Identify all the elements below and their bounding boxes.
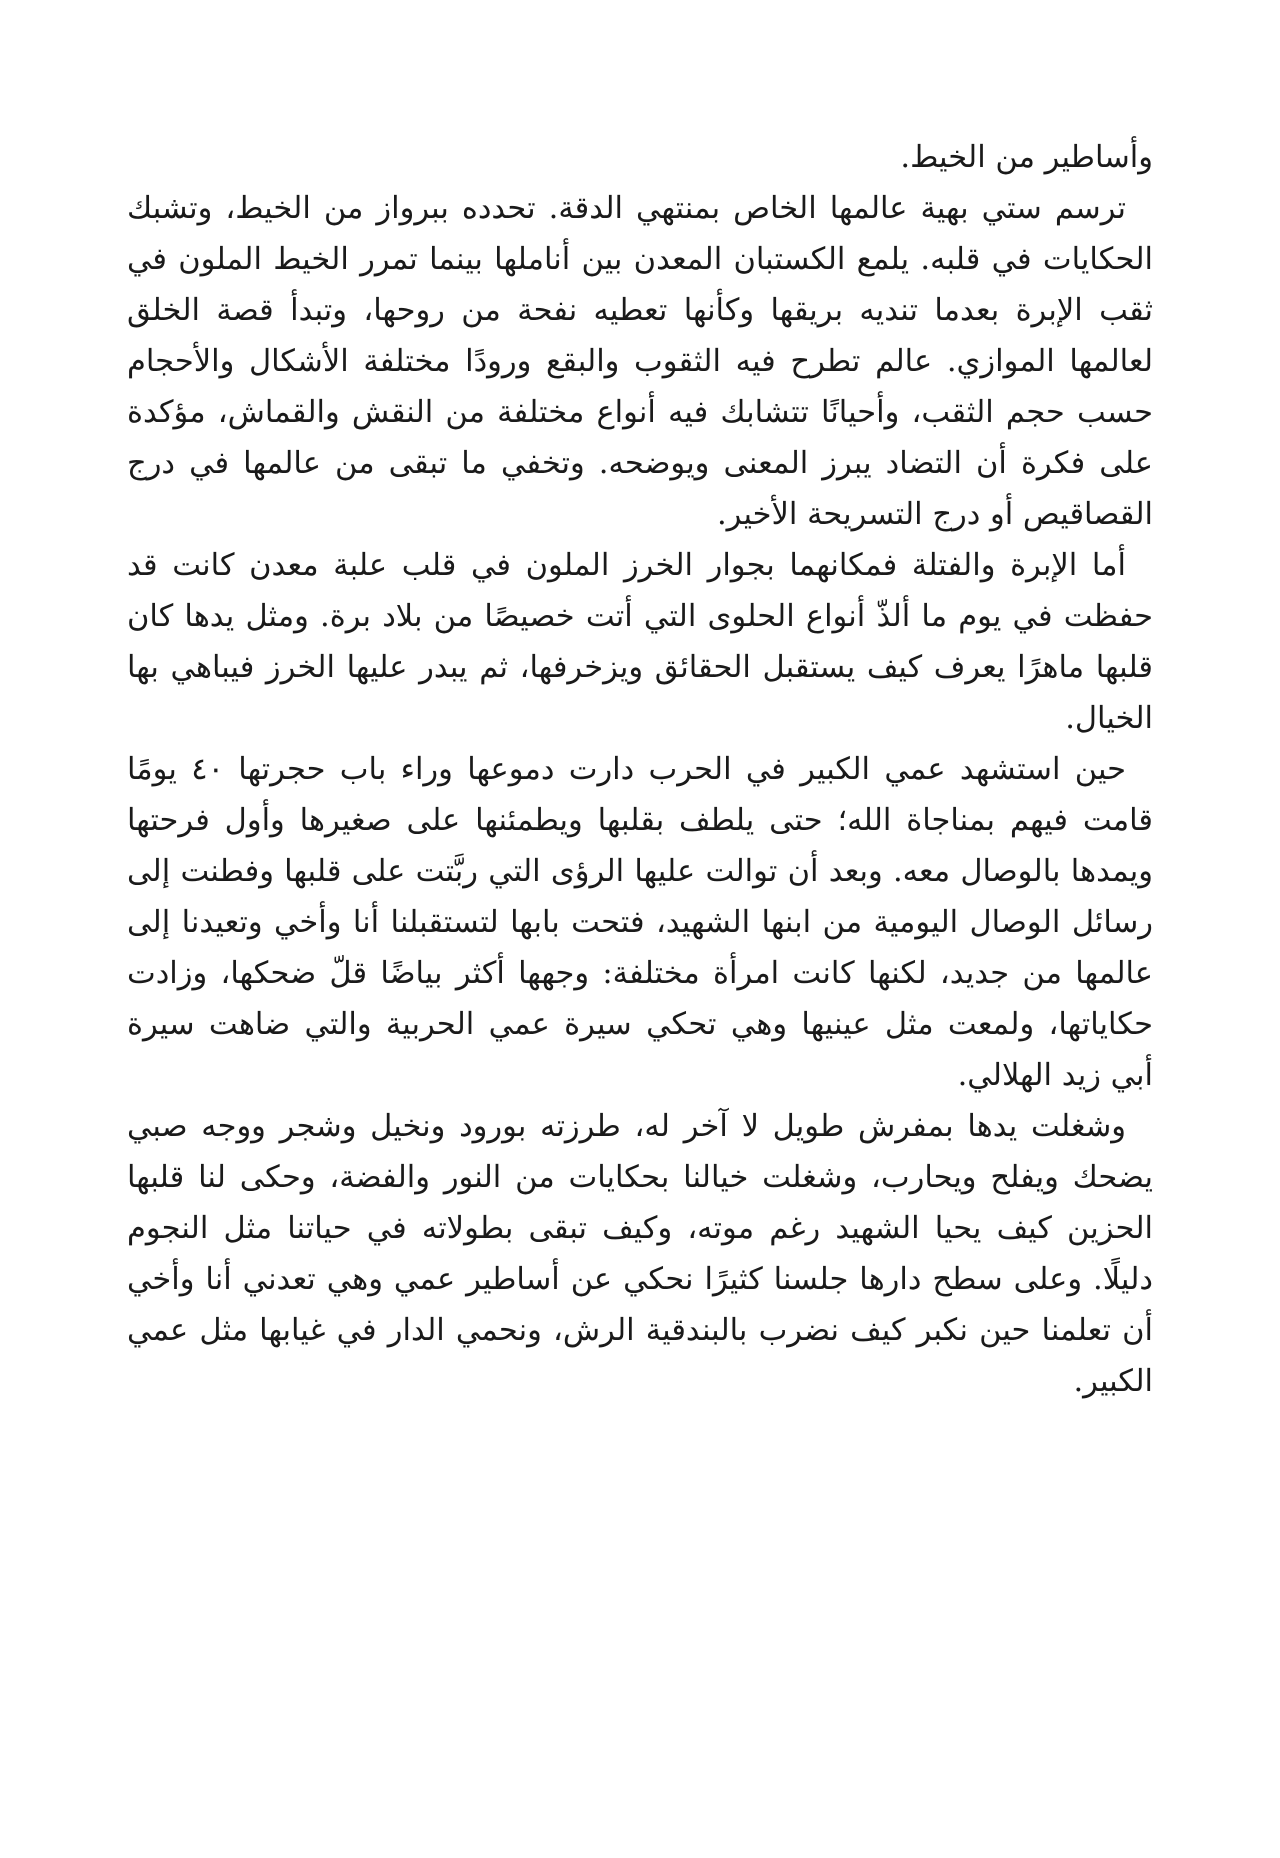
body-text (127, 132, 1153, 1407)
paragraph: ترسم ستي بهية عالمها الخاص بمنتهي الدقة. تحدده ببرواز من الخيط، وتشبك الحكايات في قلبه. يلمع الكستبان المعدن بين أناملها بينما تمرر الخيط الملون في ثقب الإبرة بعدما تنديه بريقها وكأنها تعطيه نفحة من روحها، وتبدأ قصة الخلق لعالمها الموازي. عالم تطرح فيه الثقوب والبقع ورودًا مختلفة الأشكال والأحجام حسب حجم الثقب، وأحيانًا تتشابك فيه أنواع مختلفة من النقش والقماش، مؤكدة على فكرة أن التضاد يبرز المعنى ويوضحه. وتخفي ما تبقى من عالمها في درج القصاقيص أو درج التسريحة الأخير. (127, 191, 1153, 532)
paragraph: حين استشهد عمي الكبير في الحرب دارت دموعها وراء باب حجرتها ٤٠ يومًا قامت فيهم بمناجاة الله؛ حتى يلطف بقلبها ويطمئنها على صغيرها وأول فرحتها ويمدها بالوصال معه. وبعد أن توالت عليها الرؤى التي ربَّتت على قلبها وفطنت إلى رسائل الوصال اليومية من ابنها الشهيد، فتحت بابها لتستقبلنا أنا وأخي وتعيدنا إلى عالمها من جديد، لكنها كانت امرأة مختلفة: وجهها أكثر بياضًا قلّ ضحكها، وزادت حكاياتها، ولمعت مثل عينيها وهي تحكي سيرة عمي الحربية والتي ضاهت سيرة أبي زيد الهلالي. (127, 752, 1153, 1093)
paragraph: أما الإبرة والفتلة فمكانهما بجوار الخرز الملون في قلب علبة معدن كانت قد حفظت في يوم ما ألذّ أنواع الحلوى التي أتت خصيصًا من بلاد برة. ومثل يدها كان قلبها ماهرًا يعرف كيف يستقبل الحقائق ويزخرفها، ثم يبدر عليها الخرز فيباهي بها الخيال. (127, 548, 1153, 736)
paragraph-continuation: وأساطير من الخيط. (900, 140, 1153, 175)
paragraph: وشغلت يدها بمفرش طويل لا آخر له، طرزته بورود ونخيل وشجر ووجه صبي يضحك ويفلح ويحارب، وشغلت خيالنا بحكايات من النور والفضة، وحكى لنا قلبها الحزين كيف يحيا الشهيد رغم موته، وكيف تبقى بطولاته في حياتنا مثل النجوم دليلًا. وعلى سطح دارها جلسنا كثيرًا نحكي عن أساطير عمي وهي تعدني أنا وأخي أن تعلمنا حين نكبر كيف نضرب بالبندقية الرش، ونحمي الدار في غيابها مثل عمي الكبير. (127, 1109, 1153, 1399)
